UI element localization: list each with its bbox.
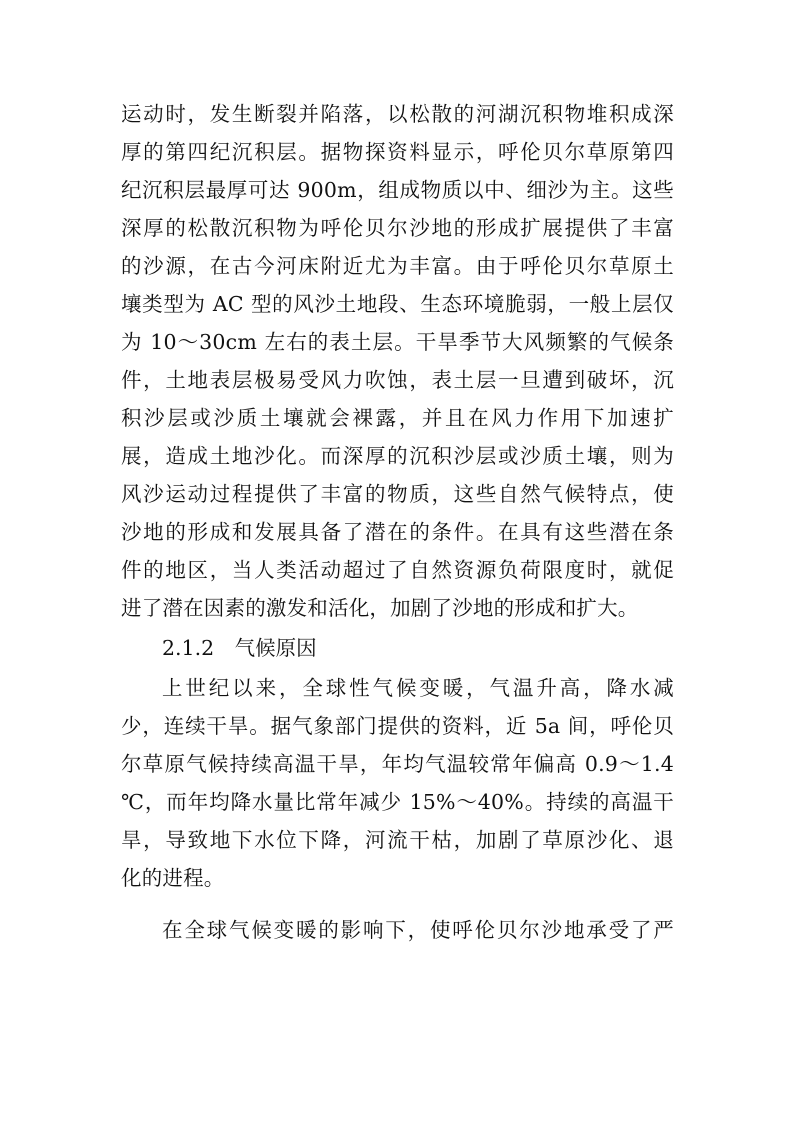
paragraph-line: 厚的第四纪沉积层。据物探资料显示，呼伦贝尔草原第四 <box>121 140 674 164</box>
paragraph-line: 进了潜在因素的激发和活化，加剧了沙地的形成和扩大。 <box>121 596 639 620</box>
paragraph-line: 深厚的松散沉积物为呼伦贝尔沙地的形成扩展提供了丰富 <box>121 216 674 240</box>
paragraph-line: 展，造成土地沙化。而深厚的沉积沙层或沙质土壤，则为 <box>121 444 674 468</box>
paragraph-line: 尔草原气候持续高温干旱，年均气温较常年偏高 0.9～1.4 <box>121 752 674 776</box>
section-heading: 2.1.2 气候原因 <box>162 636 317 660</box>
paragraph-line: 在全球气候变暖的影响下，使呼伦贝尔沙地承受了严 <box>162 918 674 942</box>
paragraph-line: 为 10～30cm 左右的表土层。干旱季节大风频繁的气候条 <box>121 330 674 354</box>
paragraph-line: 沙地的形成和发展具备了潜在的条件。在具有这些潜在条 <box>121 520 674 544</box>
paragraph-line: 件，土地表层极易受风力吹蚀，表土层一旦遭到破坏，沉 <box>121 368 674 392</box>
paragraph-line: 壤类型为 AC 型的风沙土地段、生态环境脆弱，一般上层仅 <box>121 292 674 316</box>
paragraph-line: 纪沉积层最厚可达 900m，组成物质以中、细沙为主。这些 <box>121 178 674 202</box>
paragraph-line: 上世纪以来，全球性气候变暖，气温升高，降水减 <box>162 676 674 700</box>
paragraph-line: 风沙运动过程提供了丰富的物质，这些自然气候特点，使 <box>121 482 674 506</box>
paragraph-line: 旱，导致地下水位下降，河流干枯，加剧了草原沙化、退 <box>121 828 674 852</box>
paragraph-line: 件的地区，当人类活动超过了自然资源负荷限度时，就促 <box>121 558 674 582</box>
paragraph-line: 积沙层或沙质土壤就会裸露，并且在风力作用下加速扩 <box>121 406 674 430</box>
paragraph-line: 的沙源，在古今河床附近尤为丰富。由于呼伦贝尔草原土 <box>121 254 674 278</box>
paragraph-line: 运动时，发生断裂并陷落，以松散的河湖沉积物堆积成深 <box>121 102 674 126</box>
paragraph-line: ℃，而年均降水量比常年减少 15%～40%。持续的高温干 <box>121 790 674 814</box>
paragraph-line: 化的进程。 <box>121 866 225 890</box>
paragraph-line: 少，连续干旱。据气象部门提供的资料，近 5a 间，呼伦贝 <box>121 714 674 738</box>
